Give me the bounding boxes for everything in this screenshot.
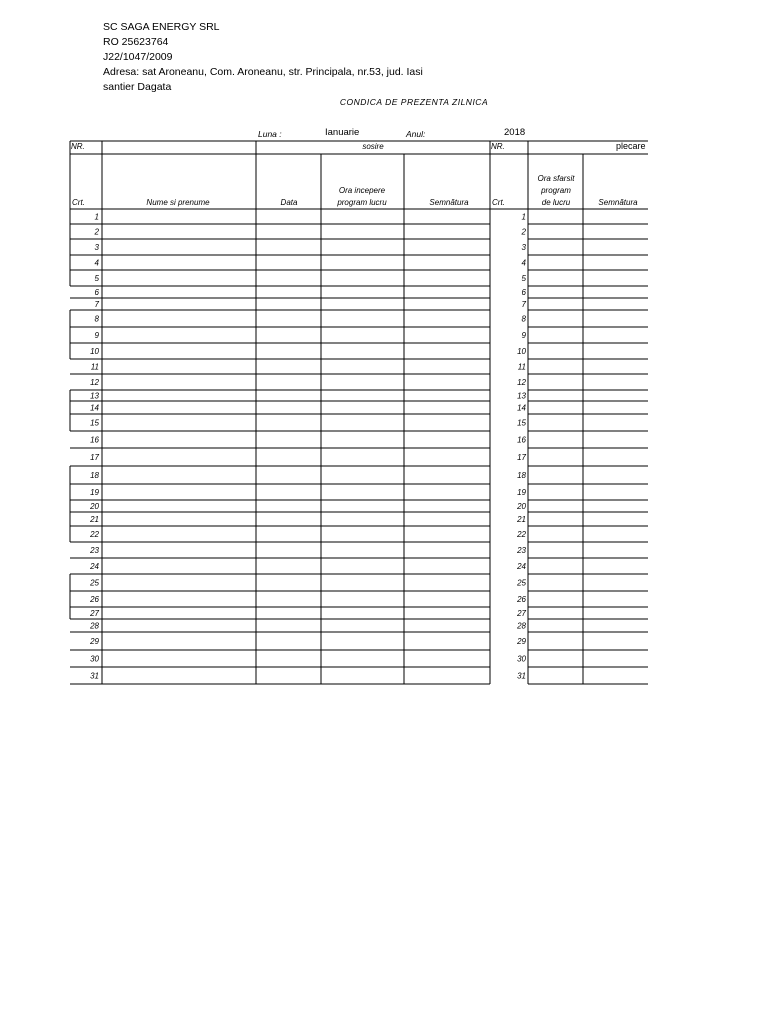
row-number-left: 23 xyxy=(90,546,99,555)
plecare-label: plecare xyxy=(616,141,646,151)
row-number-right: 25 xyxy=(517,578,526,588)
row-number-left: 7 xyxy=(94,300,99,309)
row-number-left: 28 xyxy=(90,621,99,631)
company-name: SC SAGA ENERGY SRL xyxy=(103,21,220,33)
anul-label: Anul: xyxy=(406,129,426,139)
company-site: santier Dagata xyxy=(103,81,172,93)
company-ro: RO 25623764 xyxy=(103,36,169,48)
crt-label-left: Crt. xyxy=(72,198,85,207)
row-number-right: 6 xyxy=(521,288,526,297)
nr-label-left: NR. xyxy=(71,142,85,151)
row-number-right: 28 xyxy=(517,621,526,631)
row-number-right: 13 xyxy=(517,391,526,401)
row-number-right: 11 xyxy=(517,362,526,372)
row-number-left: 4 xyxy=(94,258,99,268)
nr-label-right: NR. xyxy=(491,142,505,151)
row-number-left: 13 xyxy=(90,391,99,401)
semnatura-header-right: Semnătura xyxy=(598,198,638,207)
row-number-left: 25 xyxy=(90,578,99,588)
row-number-right: 30 xyxy=(517,654,526,664)
row-number-right: 12 xyxy=(517,378,526,387)
row-number-left: 8 xyxy=(94,314,99,324)
ora-incepere-header-l1: Ora incepere xyxy=(338,186,386,195)
row-number-left: 2 xyxy=(94,227,99,237)
row-number-right: 7 xyxy=(521,300,526,309)
crt-label-right: Crt. xyxy=(492,198,505,207)
row-number-left: 21 xyxy=(90,515,99,524)
row-number-left: 16 xyxy=(90,435,99,445)
row-number-right: 10 xyxy=(517,347,526,356)
row-number-left: 15 xyxy=(90,418,99,428)
company-address: Adresa: sat Aroneanu, Com. Aroneanu, str. Principala, nr.53, jud. Iasi xyxy=(103,66,423,78)
row-number-left: 18 xyxy=(90,471,99,480)
ora-incepere-header-l2: program lucru xyxy=(337,198,387,207)
row-number-right: 31 xyxy=(517,671,526,681)
row-number-right: 24 xyxy=(517,562,526,571)
row-number-left: 9 xyxy=(94,331,99,340)
nume-header: Nume si prenume xyxy=(146,198,210,207)
row-number-right: 17 xyxy=(517,453,526,462)
row-number-left: 3 xyxy=(94,243,99,252)
row-number-left: 22 xyxy=(90,530,99,539)
ora-sfarsit-header-l1: Ora sfarsit xyxy=(537,174,575,183)
row-number-right: 29 xyxy=(517,637,526,646)
row-number-left: 12 xyxy=(90,378,99,387)
row-number-right: 23 xyxy=(517,546,526,555)
semnatura-header-left: Semnătura xyxy=(429,198,469,207)
row-number-left: 5 xyxy=(94,274,99,283)
ora-sfarsit-header-l2: program xyxy=(541,186,571,195)
row-number-right: 4 xyxy=(521,258,526,268)
row-number-left: 20 xyxy=(90,502,99,511)
document-title: CONDICA DE PREZENTA ZILNICA xyxy=(339,97,489,107)
row-number-left: 19 xyxy=(90,488,99,497)
row-number-right: 5 xyxy=(521,274,526,283)
row-number-right: 8 xyxy=(521,314,526,324)
row-number-left: 6 xyxy=(94,288,99,297)
row-number-left: 24 xyxy=(90,562,99,571)
row-number-right: 2 xyxy=(521,227,526,237)
row-number-left: 29 xyxy=(90,637,99,646)
row-number-right: 19 xyxy=(517,488,526,497)
row-number-left: 26 xyxy=(90,595,99,604)
data-header: Data xyxy=(280,198,298,207)
ora-sfarsit-header-l3: de lucru xyxy=(541,198,571,207)
luna-label: Luna : xyxy=(258,129,282,139)
row-number-right: 9 xyxy=(521,331,526,340)
row-number-right: 3 xyxy=(521,243,526,252)
row-number-left: 11 xyxy=(90,362,99,372)
row-number-left: 10 xyxy=(90,347,99,356)
company-reg: J22/1047/2009 xyxy=(103,51,173,63)
row-number-left: 17 xyxy=(90,453,99,462)
row-number-right: 16 xyxy=(517,435,526,445)
row-number-right: 1 xyxy=(521,212,526,222)
row-number-right: 20 xyxy=(517,502,526,511)
row-number-left: 27 xyxy=(90,609,99,618)
row-number-right: 26 xyxy=(517,595,526,604)
row-number-right: 14 xyxy=(517,403,526,413)
row-number-left: 1 xyxy=(94,212,99,222)
row-number-left: 31 xyxy=(90,671,99,681)
luna-value: Ianuarie xyxy=(325,127,360,138)
row-number-right: 18 xyxy=(517,471,526,480)
row-number-right: 22 xyxy=(517,530,526,539)
sosire-label: sosire xyxy=(362,142,384,151)
anul-value: 2018 xyxy=(504,127,526,138)
row-number-right: 27 xyxy=(517,609,526,618)
row-number-right: 21 xyxy=(517,515,526,524)
row-number-right: 15 xyxy=(517,418,526,428)
row-number-left: 14 xyxy=(90,403,99,413)
row-number-left: 30 xyxy=(90,654,99,664)
